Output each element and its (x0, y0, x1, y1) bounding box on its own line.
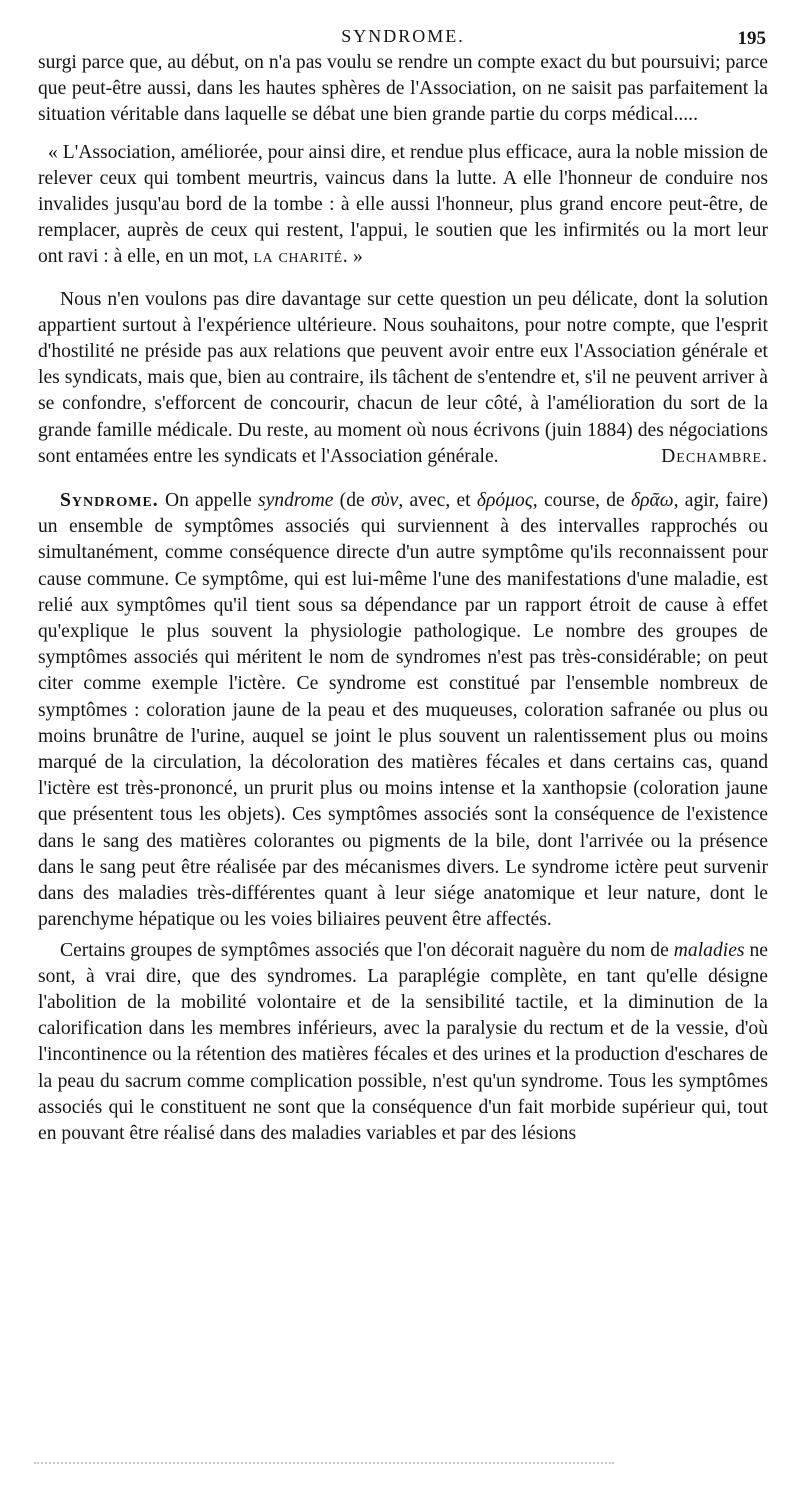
page-number: 195 (737, 28, 766, 49)
paragraph-syndrome-groups (38, 938, 768, 1148)
book-page (38, 26, 768, 1147)
paragraph-association-continuation (38, 50, 768, 129)
running-head (38, 26, 768, 50)
italic-term: syndrome (257, 490, 334, 512)
paragraph-conclusion (38, 287, 768, 470)
paragraph-text: (de (339, 490, 365, 512)
italic-term: maladies (673, 939, 745, 961)
paragraph-text: , agir, faire) un ensemble de symptômes associés qui surviennent à des intervalles rapprochés ou simultanément, comme conséquence directe d'un autre symptôme qu'ils reconnaissent pour cause commune. Ce symptôme, qui est lui-même l'une des manifestations d'une maladie, est relié aux symptômes qu'il tient sous sa dépendance par un rapport étroit de cause à effet qu'explique le plus souvent la physiologie pathologique. Le nombre des groupes de symptômes associés qui méritent le nom de syndromes n'est pas très-considérable; on peut citer comme exemple l'ictère. Ce syndrome est constitué par l'ensemble nombreux de symptômes : coloration jaune de la peau et des muqueuses, coloration safranée ou plus ou moins brunâtre de l'urine, auquel se joint le plus souvent un ralentissement plus ou moins marqué de la circulation, la décoloration des matières fécales et dans certains cas, quand l'ictère est très-prononcé, un prurit plus ou moins intense et la xanthopsie (coloration jaune que présentent tous les objets). Ces symptômes associés sont la conséquence de l'existence dans le sang des matières colorantes ou pigments de la bile, dont l'arrivée ou la présence dans le sang peut être réalisée par des mécanismes divers. Le syndrome ictère peut survenir dans des maladies très-différentes quant à leur siége anatomique et leur nature, dont le parenchyme hépatique ou les voies biliaires peuvent être affectés. (38, 490, 768, 931)
quote-text: « L'Association, améliorée, pour ainsi dire, et rendue plus efficace, aura la noble mission de relever ceux qui tombent meurtris, vaincus dans la lutte. A elle l'honneur de conduire nos invalides jusqu'au bord de la tombe : à elle aussi l'honneur, plus grand encore peut-être, de remplacer, auprès de ceux qui restent, l'appui, le soutien que les infirmités ou la mort leur ont ravi : à elle, en un mot, (38, 141, 768, 268)
greek-word: σὺν (370, 490, 399, 512)
footer-rule (34, 1462, 614, 1464)
paragraph-text: On appelle (164, 490, 252, 512)
running-title: SYNDROME. (341, 26, 465, 46)
entry-headword: Syndrome. (60, 490, 159, 512)
paragraph-text: Nous n'en voulons pas dire davantage sur cette question un peu délicate, dont la solution appartient surtout à l'expérience ultérieure. Nous souhaitons, pour notre compte, que l'esprit d'hostilité ne préside pas aux relations que peuvent avoir entre eux l'Association générale et les syndicats, mais que, bien au contraire, ils tâchent de s'entendre et, s'il ne peuvent arriver à se confondre, s'efforcent de concourir, chacun de leur côté, à l'amélioration du sort de la grande famille médicale. Du reste, au moment où nous écrivons (juin 1884) des négociations sont entamées entre les syndicats et l'Association générale. (38, 288, 768, 467)
quote-close: » (353, 246, 363, 268)
paragraph-text: surgi parce que, au début, on n'a pas voulu se rendre un compte exact du but poursuivi; parce que peut-être aussi, dans les hautes sphères de l'Association, on ne saisit pas parfaitement la situation véritable dans laquelle se débat une bien grande partie du corps médical..... (38, 52, 768, 126)
paragraph-association-quote (38, 140, 768, 271)
paragraph-text: , avec, et (398, 490, 471, 512)
greek-word: δρόμος (476, 490, 533, 512)
paragraph-text: ne sont, à vrai dire, que des syndromes. La paraplégie complète, en tant qu'elle désigne l'abolition de la mobilité volontaire et de la sensibilité tactile, et la diminution de la calorification dans les membres inférieurs, avec la paralysie du rectum et de la vessie, d'où l'incontinence ou la rétention des matières fécales et des urines et la production d'eschares de la peau du sacrum comme complication possible, n'est qu'un syndrome. Tous les symptômes associés qui le constituent ne sont que la conséquence d'un fait morbide supérieur qui, tout en pouvant être réalisé dans des maladies variables et par des lésions (38, 939, 768, 1144)
greek-word: δρᾶω (630, 490, 674, 512)
charity-small-caps: la charité. (253, 246, 349, 268)
paragraph-text: , course, de (532, 490, 625, 512)
paragraph-text: Certains groupes de symptômes associés que l'on décorait naguère du nom de (60, 939, 669, 961)
paragraph-syndrome-definition (38, 488, 768, 933)
author-signature: Dechambre. (661, 445, 768, 467)
